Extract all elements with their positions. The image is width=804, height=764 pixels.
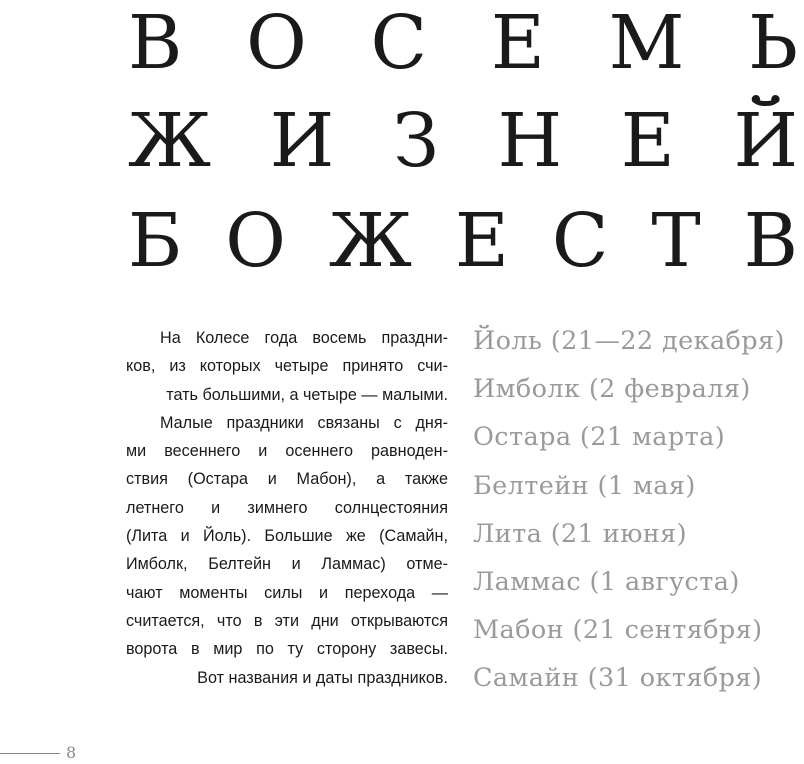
title-letter: И <box>269 98 335 184</box>
title-letter: Ь <box>748 0 798 86</box>
title-line-2 <box>128 98 798 184</box>
title-letter: О <box>246 0 307 86</box>
body-line: ков, из которых четыре принято счи- <box>126 357 448 376</box>
holiday-list <box>473 318 785 704</box>
page-number: 8 <box>66 743 77 762</box>
holiday-item: Имболк (2 февраля) <box>473 374 751 405</box>
title-letter: Ж <box>328 198 412 284</box>
body-line: (Лита и Йоль). Большие же (Самайн, <box>126 527 448 546</box>
title-letter: О <box>225 198 286 284</box>
title-letter: В <box>128 0 183 86</box>
holiday-item: Лита (21 июня) <box>473 518 688 549</box>
body-line: ствия (Остара и Мабон), а также <box>126 470 448 489</box>
body-line: летнего и зимнего солнцестояния <box>126 498 448 517</box>
holiday-item: Мабон (21 сентября) <box>473 615 763 646</box>
holiday-item: Йоль (21—22 декабря) <box>473 326 785 356</box>
body-line: Имболк, Белтейн и Ламмас) отме- <box>126 555 448 574</box>
title-letter: Б <box>128 198 183 284</box>
title-letter: З <box>392 98 440 184</box>
body-line: Вот названия и даты праздников. <box>197 668 448 687</box>
body-line: На Колесе года восемь праздни- <box>160 329 448 347</box>
body-line: считается, что в эти дни открываются <box>126 611 448 630</box>
title-letter: Е <box>454 198 509 284</box>
title-letter: С <box>370 0 428 86</box>
title-letter: В <box>743 198 798 284</box>
body-line: ми весеннего и осеннего равноден- <box>126 442 448 461</box>
holiday-item: Ламмас (1 августа) <box>473 566 740 597</box>
body-line: тать большими, а четыре — малыми. <box>166 385 448 404</box>
body-line: Малые праздники связаны с дня- <box>160 413 448 432</box>
title-letter: Т <box>651 198 701 284</box>
title-letter: М <box>608 0 685 86</box>
title-letter: Е <box>490 0 545 86</box>
body-line: ворота в мир по ту сторону завесы. <box>126 640 448 659</box>
title-letter: Н <box>497 98 563 184</box>
holiday-item: Остара (21 марта) <box>473 422 726 453</box>
title-letter: Е <box>620 98 675 184</box>
title-line-1 <box>128 0 798 86</box>
title-letter: Й <box>733 98 798 184</box>
footer-rule <box>0 753 60 754</box>
title-line-3 <box>128 198 798 284</box>
title-letter: Ж <box>128 98 212 184</box>
body-line: чают моменты силы и перехода — <box>126 583 448 602</box>
body-paragraphs <box>126 324 448 692</box>
title-letter: С <box>551 198 609 284</box>
holiday-item: Самайн (31 октября) <box>473 663 763 694</box>
holiday-item: Белтейн (1 мая) <box>473 470 696 501</box>
